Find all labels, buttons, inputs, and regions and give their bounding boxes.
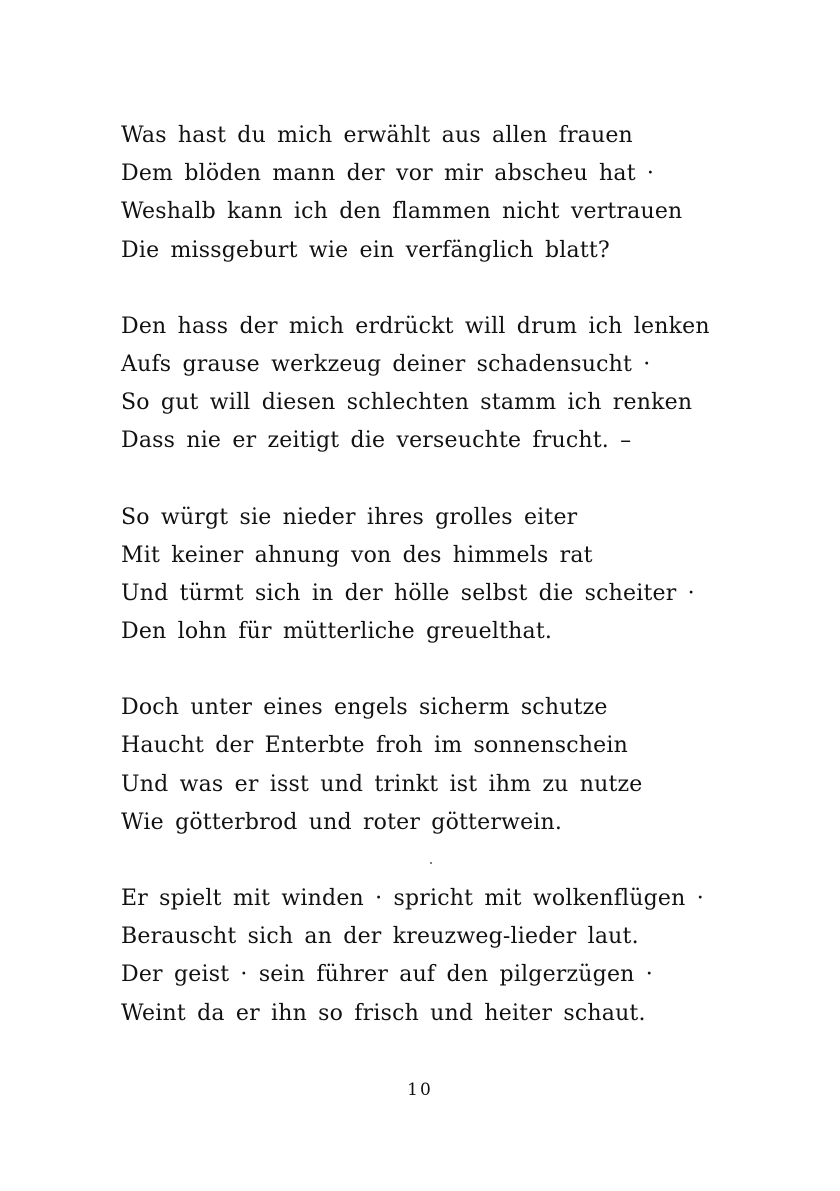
poem-line: Doch unter eines engels sicherm schutze: [121, 695, 608, 721]
poem-line: Dem blöden mann der vor mir abscheu hat ·: [121, 161, 655, 187]
stanza-1: [121, 117, 741, 270]
page-number: 10: [407, 1080, 433, 1100]
poem-line: Haucht der Enterbte froh im sonnenschein: [121, 733, 628, 759]
poem-line: Mit keiner ahnung von des himmels rat: [121, 542, 593, 568]
poem-line: Weshalb kann ich den flammen nicht vertrauen: [121, 199, 683, 225]
poem-line: So würgt sie nieder ihres grolles eiter: [121, 504, 578, 530]
stanza-5: [121, 880, 741, 1033]
poem-line: Aufs grause werkzeug deiner schadensucht ·: [121, 351, 651, 377]
poem-line: Und was er isst und trinkt ist ihm zu nutze: [121, 771, 643, 797]
poem-line: Weint da er ihn so frisch und heiter schaut.: [121, 1000, 646, 1026]
stanza-3: [121, 499, 741, 652]
poem-line: Den hass der mich erdrückt will drum ich lenken: [121, 313, 710, 339]
poem: [121, 117, 741, 1071]
stanza-4: [121, 689, 741, 842]
poem-line: Und türmt sich in der hölle selbst die scheiter ·: [121, 580, 695, 606]
poem-line: Den lohn für mütterliche greuelthat.: [121, 619, 553, 645]
print-speck: [430, 862, 432, 864]
poem-line: Was hast du mich erwählt aus allen frauen: [121, 123, 633, 148]
stanza-2: [121, 308, 741, 461]
poem-line: Er spielt mit winden · spricht mit wolkenflügen ·: [121, 886, 704, 911]
poem-line: Berauscht sich an der kreuzweg-lieder laut.: [121, 924, 639, 950]
poem-line: Der geist · sein führer auf den pilgerzügen ·: [121, 962, 653, 988]
poem-line: Dass nie er zeitigt die verseuchte frucht. –: [121, 428, 632, 454]
poem-line: Die missgeburt wie ein verfänglich blatt?: [121, 237, 610, 263]
poem-line: Wie götterbrod und roter götterwein.: [121, 809, 563, 835]
poem-line: So gut will diesen schlechten stamm ich renken: [121, 390, 693, 416]
